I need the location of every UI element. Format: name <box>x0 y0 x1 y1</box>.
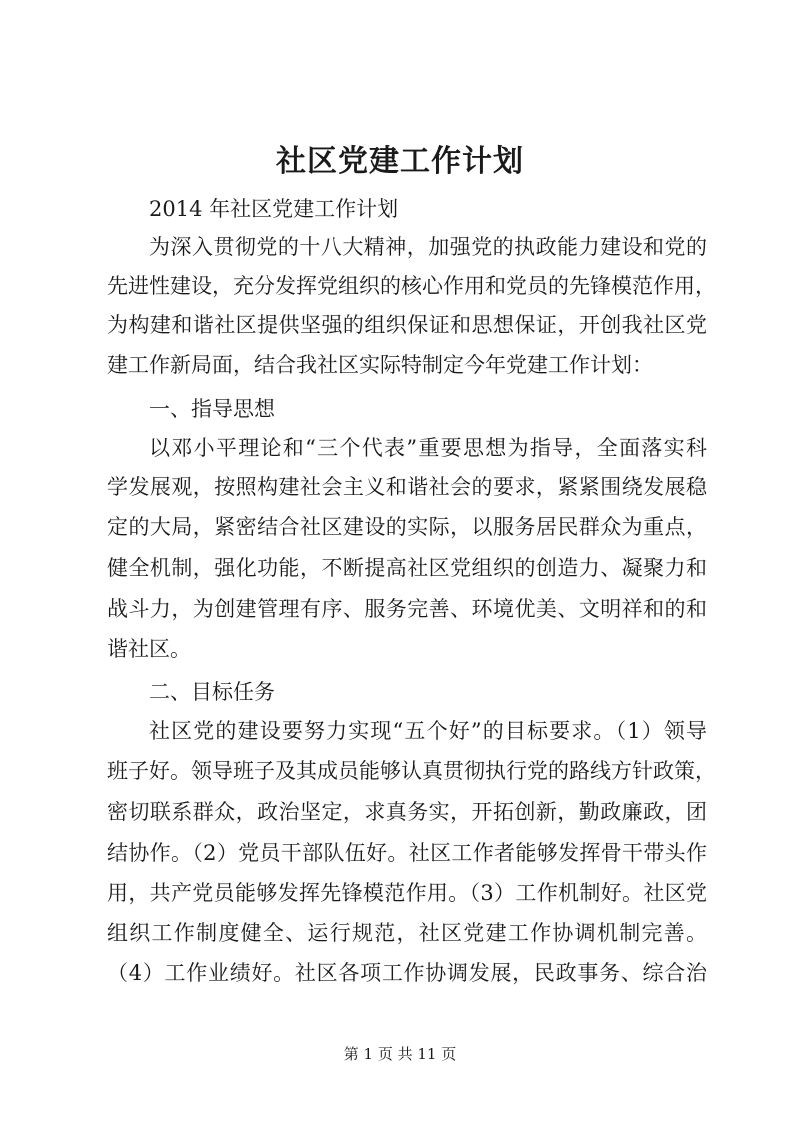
paragraph-line: 谐社区。 <box>107 637 191 661</box>
paragraph-line: 为构建和谐社区提供坚强的组织保证和思想保证，开创我社区党 <box>107 313 707 337</box>
paragraph-line: 以邓小平理论和“三个代表”重要思想为指导，全面落实科 <box>149 436 707 460</box>
section-heading: 二、目标任务 <box>149 680 275 704</box>
subtitle-line: 2014 年社区党建工作计划 <box>149 197 399 221</box>
paragraph-line: 战斗力，为创建管理有序、服务完善、环境优美、文明祥和的和 <box>107 597 707 621</box>
paragraph-line: （4）工作业绩好。社区各项工作协调发展，民政事务、综合治 <box>107 961 707 985</box>
document-title: 社区党建工作计划 <box>276 144 524 179</box>
paragraph-line: 建工作新局面，结合我社区实际特制定今年党建工作计划： <box>107 353 653 377</box>
paragraph-line: 结协作。（2）党员干部队伍好。社区工作者能够发挥骨干带头作 <box>107 841 707 865</box>
paragraph-line: 班子好。领导班子及其成员能够认真贯彻执行党的路线方针政策， <box>107 759 716 783</box>
paragraph-line: 用，共产党员能够发挥先锋模范作用。（3）工作机制好。社区党 <box>107 881 707 905</box>
paragraph-line: 组织工作制度健全、运行规范，社区党建工作协调机制完善。 <box>107 921 707 945</box>
paragraph-line: 定的大局，紧密结合社区建设的实际，以服务居民群众为重点， <box>107 515 707 539</box>
paragraph-line: 健全机制，强化功能，不断提高社区党组织的创造力、凝聚力和 <box>107 556 707 580</box>
page-footer: 第 1 页 共 11 页 <box>343 1045 457 1063</box>
paragraph-line: 密切联系群众，政治坚定，求真务实，开拓创新，勤政廉政，团 <box>107 800 707 824</box>
paragraph-line: 先进性建设，充分发挥党组织的核心作用和党员的先锋模范作用， <box>107 274 716 298</box>
paragraph-line: 为深入贯彻党的十八大精神，加强党的执政能力建设和党的 <box>149 235 707 259</box>
section-heading: 一、指导思想 <box>149 397 275 421</box>
paragraph-line: 学发展观，按照构建社会主义和谐社会的要求，紧紧围绕发展稳 <box>107 475 707 499</box>
paragraph-line: 社区党的建设要努力实现“五个好”的目标要求。（1）领导 <box>149 719 707 743</box>
